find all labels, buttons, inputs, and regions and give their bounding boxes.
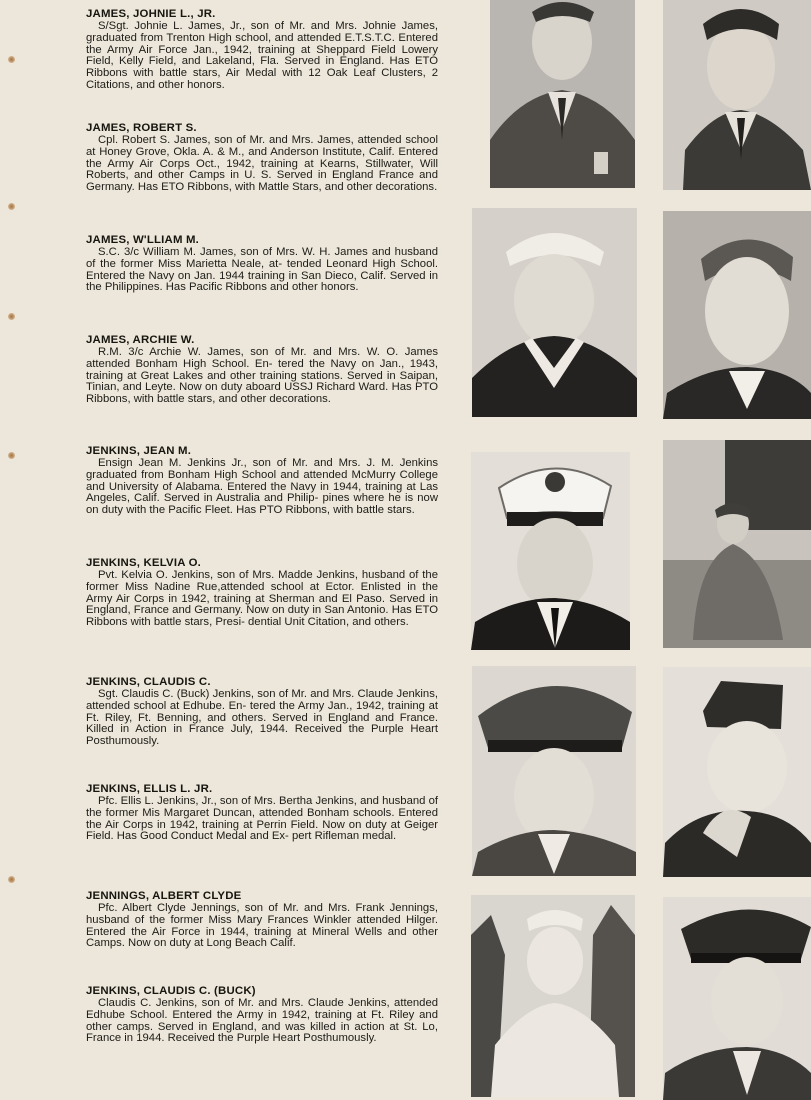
- entry-text: [86, 247, 438, 294]
- entry-line: J. M. Jenkins graduated from Bonham High School: [86, 457, 439, 481]
- biography-entry: [86, 783, 438, 843]
- portrait-figure-icon: [663, 897, 811, 1100]
- entry-line: England, France and Germany. Now on duty in San: [86, 604, 345, 617]
- portrait-photo-army: [490, 0, 635, 188]
- portrait-photo-civilian: [663, 211, 811, 419]
- entry-line: Lakes and other training stations. Served in Saipan,: [172, 369, 438, 382]
- entry-line: Cpl. Robert S. James, son of Mr. and Mrs. James,: [98, 134, 354, 146]
- entry-text: [86, 903, 438, 950]
- entry-line: and other decorations.: [218, 393, 331, 405]
- entry-line: Richard Ward. Has PTO Ribbons, with battle stars,: [86, 381, 438, 405]
- entry-name: JENKINS, CLAUDIS C.: [86, 676, 211, 688]
- entry-line: Ensign Jean M. Jenkins Jr., son of Mr. and Mrs.: [98, 457, 361, 469]
- entry-line: and attended E.T.S.T.C. Entered the Army Air Force: [86, 31, 438, 56]
- entry-text: [86, 135, 438, 194]
- portrait-photo-outdoor: [663, 440, 811, 648]
- entry-line: Geiger Field. Has Good Conduct Medal and Ex-: [86, 818, 439, 843]
- entry-line: Camps. Now on duty at Long Beach Calif.: [86, 937, 296, 950]
- entry-line: Frank Jennings, husband of the former Miss Mary: [86, 902, 439, 926]
- portrait-photo-army-officer: [472, 666, 636, 876]
- entry-line: husband of the former Miss Nadine Rue,attended: [86, 569, 438, 593]
- biography-entry: [86, 890, 438, 950]
- entry-text: [86, 21, 438, 92]
- entry-line: pert Rifleman medal.: [291, 830, 397, 843]
- entry-line: S/Sgt. Johnie L. James, Jr., son of Mr. and Mrs.: [98, 20, 358, 32]
- biography-entry: [86, 8, 438, 92]
- portrait-figure-icon: [472, 208, 637, 417]
- entry-name: JENKINS, ELLIS L. JR.: [86, 783, 213, 795]
- entry-name: JAMES, ROBERT S.: [86, 122, 197, 134]
- entry-line: and Anderson Institute, Calif. Entered the Army: [86, 145, 438, 170]
- entry-text: [86, 347, 438, 406]
- entry-line: Sgt. Claudis C. (Buck) Jenkins, son of Mr. and Mrs.: [98, 688, 355, 700]
- entry-line: Benning, and others. Served in England and France.: [156, 711, 439, 724]
- entry-line: attended Bonham schools. Entered the Air Corps: [86, 806, 438, 831]
- entry-line: W. O. James attended Bonham High School. En-: [86, 346, 439, 370]
- entry-line: tered the Navy on Jan., 1943, training at Great: [86, 357, 438, 382]
- entry-line: Killed in Action in France July, 1944. Received the: [86, 723, 365, 736]
- entry-line: and husband of the former Mis Margaret Duncan,: [86, 795, 439, 819]
- portrait-figure-icon: [471, 452, 630, 650]
- entry-line: Frances Winkler attended Hilger. Entered the Air: [86, 913, 438, 938]
- entry-line: R.M. 3/c Archie W. James, son of Mr. and Mrs.: [98, 346, 361, 358]
- entry-line: Pfc. Ellis L. Jenkins, Jr., son of Mrs. Bertha Jenkins,: [98, 795, 357, 807]
- entry-line: pines where he is now on duty with the Pacific: [86, 492, 439, 516]
- entry-line: Pvt. Kelvia O. Jenkins, son of Mrs. Madde Jenkins,: [98, 569, 358, 581]
- entry-line: Antonio. Has ETO Ribbons with battle stars, Presi-: [86, 604, 439, 628]
- entry-name: JENNINGS, ALBERT CLYDE: [86, 890, 242, 902]
- entry-line: Pfc. Albert Clyde Jennings, son of Mr. and Mrs.: [98, 902, 351, 914]
- entry-line: Will Roberts, and other Camps in U. S. Served in: [86, 157, 439, 182]
- entry-text: [86, 458, 438, 517]
- entry-line: Served in England, and was killed in action at St.: [157, 1020, 418, 1033]
- biography-entry: [86, 122, 438, 194]
- portrait-photo-army-cap: [663, 897, 811, 1100]
- entry-line: Force in 1944, training at Mineral Wells and other: [171, 925, 439, 938]
- entry-line: 1942, training at Sherman and El Paso. Served in: [181, 592, 438, 605]
- entry-text: [86, 570, 438, 629]
- entry-name: JENKINS, KELVIA O.: [86, 557, 201, 569]
- entry-line: Kelly Field, and Lakeland, Fla. Served in England.: [118, 55, 385, 68]
- portrait-figure-icon: [663, 667, 811, 877]
- entry-line: with Mattle Stars, and other decorations.: [235, 181, 438, 193]
- portrait-figure-icon: [663, 0, 811, 190]
- entry-line: Johnie James, graduated from Trenton High school,: [86, 20, 438, 44]
- entry-line: dential Unit Citation, and others.: [248, 616, 409, 628]
- entry-name: JAMES, W'LLIAM M.: [86, 234, 200, 246]
- entry-line: and attended McMurry College and University of: [86, 468, 438, 493]
- portrait-photo-outdoor-trees: [471, 895, 635, 1097]
- entry-line: Jan., 1942, training at Sheppard Field Lowery Field,: [86, 43, 438, 68]
- entry-line: honors.: [320, 281, 359, 294]
- portrait-figure-icon: [663, 440, 811, 648]
- entry-line: S.C. 3/c William M. James, son of Mrs. W. H. James: [98, 246, 368, 258]
- entry-line: and husband of the former Miss Marietta Neale, at-: [86, 246, 439, 270]
- entry-text: [86, 689, 438, 748]
- biography-entry: [86, 557, 438, 629]
- biography-entry: [86, 445, 438, 517]
- entry-line: on Jan. 1944 training in San Dieco, Calif. Served: [177, 269, 426, 282]
- entry-line: tered the Army Jan., 1942, training at Ft. Riley, Ft.: [86, 699, 438, 724]
- biography-entry: [86, 676, 438, 748]
- entry-line: school at Ector. Enlisted in the Army Air Corps in: [86, 580, 439, 605]
- entry-line: tended Leonard High School. Entered the Navy: [86, 257, 438, 282]
- portrait-figure-icon: [471, 895, 635, 1097]
- entry-text: [86, 796, 438, 843]
- entry-line: Lo, France in 1944. Received the Purple Heart: [86, 1020, 438, 1045]
- entry-line: Fleet. Has PTO Ribbons, with battle stars.: [204, 504, 415, 516]
- entry-line: 12 Oak Leaf Clusters, 2 Citations, and other honors.: [86, 67, 439, 91]
- portrait-photo-garrison-cap: [663, 667, 811, 877]
- entry-line: in the Philippines. Has Pacific Ribbons and other: [86, 269, 438, 294]
- entry-line: in 1942, training at Perrin Field. Now on duty at: [157, 818, 401, 831]
- entry-text: [86, 998, 438, 1045]
- entry-line: Purple Heart Posthumously.: [86, 723, 439, 747]
- portrait-photo-navy: [472, 208, 637, 417]
- entry-name: JAMES, JOHNIE L., JR.: [86, 8, 216, 20]
- entry-line: attended school at Honey Grove, Okla. A. & M.,: [86, 134, 438, 158]
- entry-line: Claudis C. Jenkins, son of Mr. and Mrs. Claude: [98, 997, 344, 1009]
- entry-line: Jenkins, attended Edhube School. Entered the Army: [86, 997, 439, 1021]
- entry-line: Alabama. Entered the Navy in 1944, training at: [175, 480, 416, 493]
- entry-line: England France and Germany. Has ETO Ribbons,: [86, 169, 438, 193]
- biography-entry: [86, 234, 438, 294]
- portrait-figure-icon: [663, 211, 811, 419]
- entry-line: Has ETO Ribbons with battle stars, Air Medal with: [86, 55, 438, 79]
- entry-line: in 1942, training at Ft. Riley and other camps.: [86, 1008, 438, 1033]
- portrait-photo-army: [663, 0, 811, 190]
- biography-entry: [86, 334, 438, 406]
- entry-line: Posthumously.: [303, 1032, 377, 1045]
- entry-line: Air Corps Oct., 1942, training at Kearns, Stillwater,: [139, 157, 414, 170]
- portrait-figure-icon: [490, 0, 635, 188]
- entry-name: JENKINS, CLAUDIS C. (BUCK): [86, 985, 256, 997]
- entry-line: Las Angeles, Calif. Served in Australia and Philip-: [86, 480, 439, 505]
- entry-name: JENKINS, JEAN M.: [86, 445, 192, 457]
- portrait-figure-icon: [472, 666, 636, 876]
- portrait-photo-navy-officer: [471, 452, 630, 650]
- entry-line: Claude Jenkins, attended school at Edhube. En-: [86, 688, 438, 712]
- entry-line: Tinian, and Leyte. Now on duty aboard USSJ: [86, 381, 313, 394]
- entry-name: JAMES, ARCHIE W.: [86, 334, 195, 346]
- biography-entry: [86, 985, 438, 1045]
